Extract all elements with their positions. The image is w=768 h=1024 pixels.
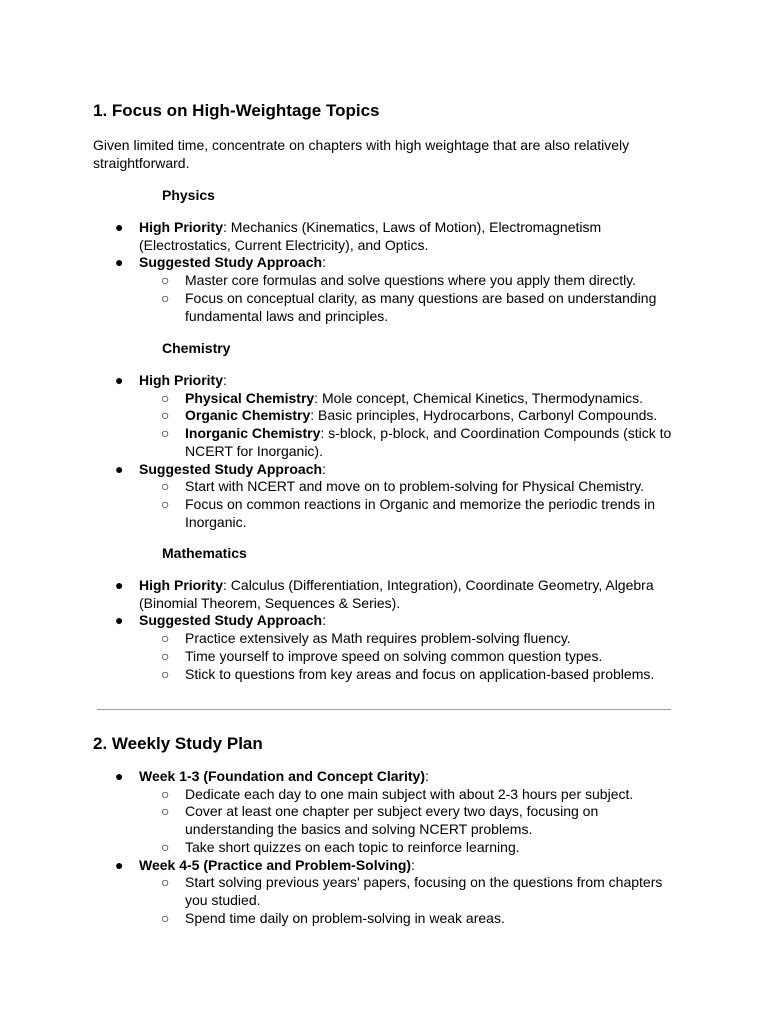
list-item-text: Focus on common reactions in Organic and memorize the periodic trends in Inorganic.	[185, 495, 655, 530]
list-item	[139, 648, 680, 666]
physics-priority-text: : Mechanics (Kinematics, Laws of Motion), Electromagnetism (Electrostatics, Current Electricity), and Optics.	[139, 219, 602, 253]
list-item	[139, 666, 680, 684]
circle-bullet-icon: ○	[161, 495, 170, 512]
list-item-text: : Basic principles, Hydrocarbons, Carbonyl Compounds.	[310, 407, 658, 424]
circle-bullet-icon: ○	[161, 803, 170, 820]
chemistry-approach-sublist	[139, 478, 680, 531]
week-suffix: :	[411, 856, 415, 873]
list-item-text: Start with NCERT and move on to problem-solving for Physical Chemistry.	[185, 478, 645, 495]
circle-bullet-icon: ○	[161, 630, 170, 647]
circle-bullet-icon: ○	[161, 785, 170, 802]
list-item	[139, 425, 680, 460]
section-1-heading: 1. Focus on High-Weightage Topics	[93, 101, 380, 120]
circle-bullet-icon: ○	[161, 874, 170, 891]
list-item	[139, 390, 680, 408]
horizontal-divider	[97, 709, 671, 710]
mathematics-approach-sublist	[139, 630, 680, 683]
week-label: Week 1-3 (Foundation and Concept Clarity)	[139, 768, 425, 784]
circle-bullet-icon: ○	[161, 478, 170, 495]
week-1-3-item	[0, 768, 680, 857]
bullet-icon: ●	[115, 768, 124, 784]
list-item	[139, 786, 680, 804]
mathematics-priority-text: : Calculus (Differentiation, Integration), Coordinate Geometry, Algebra (Binomial Theorem, Sequences & Series).	[139, 577, 654, 611]
list-item-text: Focus on conceptual clarity, as many questions are based on understanding fundamental laws and principles.	[185, 289, 657, 324]
list-item-text: Master core formulas and solve questions where you apply them directly.	[185, 272, 637, 289]
week-4-5-item	[0, 857, 680, 928]
physics-priority-label: High Priority	[139, 219, 224, 235]
physics-priority-item	[0, 219, 680, 254]
chemistry-approach-suffix: :	[322, 460, 326, 477]
chemistry-priority-label: High Priority	[139, 372, 224, 388]
list-item-text: Take short quizzes on each topic to reinforce learning.	[185, 838, 520, 855]
bullet-icon: ●	[115, 577, 124, 593]
mathematics-list	[0, 577, 680, 683]
list-item	[139, 910, 680, 928]
mathematics-approach-suffix: :	[322, 612, 326, 629]
circle-bullet-icon: ○	[161, 909, 170, 926]
circle-bullet-icon: ○	[161, 407, 170, 424]
bullet-icon: ●	[115, 372, 124, 388]
bullet-icon: ●	[115, 856, 124, 873]
list-item-label: Inorganic Chemistry	[185, 425, 321, 442]
mathematics-approach-item	[0, 612, 680, 683]
mathematics-approach-label: Suggested Study Approach	[139, 612, 323, 629]
bullet-icon: ●	[115, 612, 124, 629]
bullet-icon: ●	[115, 254, 124, 271]
list-item-text: Stick to questions from key areas and focus on application-based problems.	[185, 665, 655, 682]
list-item-text: Time yourself to improve speed on solving common question types.	[185, 647, 603, 664]
list-item-text: Dedicate each day to one main subject with about 2-3 hours per subject.	[185, 785, 634, 802]
list-item	[139, 630, 680, 648]
mathematics-priority-item	[0, 577, 680, 612]
chemistry-list	[0, 372, 680, 531]
list-item-label: Organic Chemistry	[185, 407, 311, 424]
section-1-intro: Given limited time, concentrate on chapters with high weightage that are also relatively straightforward.	[93, 137, 630, 171]
circle-bullet-icon: ○	[161, 389, 170, 406]
chemistry-priority-sublist	[139, 390, 680, 461]
list-item	[139, 803, 680, 838]
list-item-text: Practice extensively as Math requires problem-solving fluency.	[185, 630, 571, 647]
list-item	[139, 496, 680, 531]
list-item-text: : Mole concept, Chemical Kinetics, Thermodynamics.	[314, 389, 644, 406]
list-item-text: Cover at least one chapter per subject every two days, focusing on understanding the basics and solving NCERT problems.	[185, 803, 599, 838]
week-4-5-sublist	[139, 874, 680, 927]
list-item-text: : s-block, p-block, and Coordination Compounds (stick to NCERT for Inorganic).	[185, 425, 672, 459]
physics-subheading: Physics	[162, 187, 215, 203]
list-item	[139, 290, 680, 325]
week-suffix: :	[425, 768, 429, 784]
mathematics-priority-label: High Priority	[139, 577, 224, 593]
chemistry-priority-suffix: :	[223, 372, 227, 388]
list-item-text: Spend time daily on problem-solving in weak areas.	[185, 909, 505, 926]
list-item-text: Start solving previous years' papers, focusing on the questions from chapters you studied.	[185, 874, 663, 908]
list-item	[139, 478, 680, 496]
circle-bullet-icon: ○	[161, 425, 170, 442]
physics-list	[0, 219, 680, 325]
circle-bullet-icon: ○	[161, 289, 170, 306]
circle-bullet-icon: ○	[161, 272, 170, 289]
physics-approach-suffix: :	[322, 254, 326, 271]
mathematics-subheading: Mathematics	[162, 545, 247, 561]
week-label: Week 4-5 (Practice and Problem-Solving)	[139, 856, 412, 873]
list-item-label: Physical Chemistry	[185, 389, 315, 406]
physics-approach-item	[0, 254, 680, 325]
list-item	[139, 874, 680, 909]
list-item	[139, 407, 680, 425]
physics-approach-label: Suggested Study Approach	[139, 254, 323, 271]
section-2-heading: 2. Weekly Study Plan	[93, 734, 263, 753]
bullet-icon: ●	[115, 219, 124, 235]
list-item	[139, 839, 680, 857]
circle-bullet-icon: ○	[161, 665, 170, 682]
physics-approach-sublist	[139, 272, 680, 325]
week-1-3-sublist	[139, 786, 680, 857]
chemistry-approach-item	[0, 461, 680, 532]
weekly-plan-list	[0, 768, 680, 927]
circle-bullet-icon: ○	[161, 838, 170, 855]
list-item	[139, 272, 680, 290]
chemistry-priority-item	[0, 372, 680, 461]
chemistry-approach-label: Suggested Study Approach	[139, 460, 323, 477]
chemistry-subheading: Chemistry	[162, 340, 231, 356]
bullet-icon: ●	[115, 460, 124, 477]
circle-bullet-icon: ○	[161, 647, 170, 664]
